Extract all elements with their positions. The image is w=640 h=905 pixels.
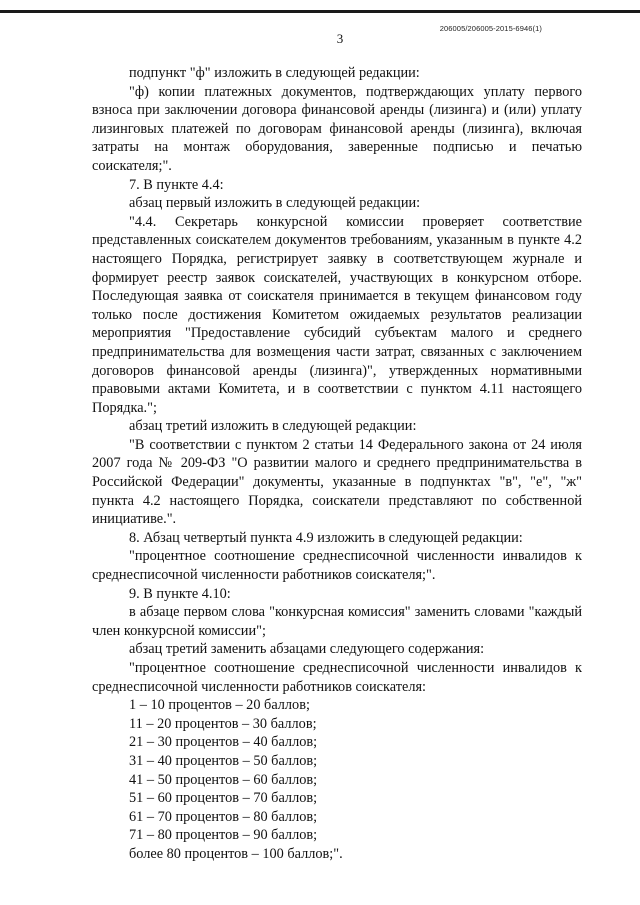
score-list-item: 41 – 50 процентов – 60 баллов; <box>129 771 318 788</box>
score-list-item: 1 – 10 процентов – 20 баллов; <box>129 697 310 714</box>
score-list-item: 71 – 80 процентов – 90 баллов; <box>129 827 318 844</box>
paragraph: 7. В пункте 4.4: <box>129 176 224 193</box>
document-body <box>92 64 582 864</box>
page-number: 3 <box>336 31 344 46</box>
top-edge-line <box>0 10 640 13</box>
paragraph: абзац третий заменить абзацами следующего содержания: <box>129 641 485 658</box>
paragraph: абзац первый изложить в следующей редакции: <box>129 195 421 212</box>
paragraph: в абзаце первом слова "конкурсная комиссия" заменить словами "каждый член конкурсной комиссии"; <box>92 604 582 639</box>
paragraph: "4.4. Секретарь конкурсной комиссии проверяет соответствие представленных соискателем документов требованиям, указанным в пункте 4.2 настоящего Порядка, регистрирует заявку в соответствующем журнале и формирует реестр заявок соискателей, участвующих в конкурсном отборе. Последующая заявка от соискателя принимается в текущем финансовом году только после достижения Комитетом ожидаемых результатов реализации мероприятия "Предоставление субсидий субъектам малого и среднего предпринимательства для возмещения части затрат, связанных с заключением договоров финансовой аренды (лизинга)", утвержденных нормативными правовыми актами Комитета, и в соответствии с пунктом 4.11 настоящего Порядка."; <box>92 213 582 416</box>
document-id: 206005/206005-2015-6946(1) <box>439 24 542 33</box>
score-list-item: 31 – 40 процентов – 50 баллов; <box>129 752 318 769</box>
score-list <box>92 696 582 863</box>
score-list-item: более 80 процентов – 100 баллов;". <box>129 845 343 862</box>
score-list-item: 21 – 30 процентов – 40 баллов; <box>129 734 318 751</box>
paragraph: "процентное соотношение среднесписочной численности инвалидов к среднесписочной численности работников соискателя: <box>92 660 582 695</box>
score-list-item: 61 – 70 процентов – 80 баллов; <box>129 808 318 825</box>
score-list-item: 11 – 20 процентов – 30 баллов; <box>129 715 317 732</box>
score-list-item: 51 – 60 процентов – 70 баллов; <box>129 790 318 807</box>
paragraph: 8. Абзац четвертый пункта 4.9 изложить в следующей редакции: <box>129 529 523 546</box>
paragraphs <box>92 64 582 696</box>
paragraph: подпункт "ф" изложить в следующей редакции: <box>129 65 420 81</box>
paragraph: "процентное соотношение среднесписочной численности инвалидов к среднесписочной численности работников соискателя;". <box>92 548 582 584</box>
paragraph: "В соответствии с пунктом 2 статьи 14 Федерального закона от 24 июля 2007 года № 209-ФЗ "О развитии малого и среднего предпринимательства в Российской Федерации" документы, указанные в подпунктах "в", "е", "ж" пункта 4.2 настоящего Порядка, соискатели представляют по собственной инициативе.". <box>92 436 582 528</box>
paragraph: абзац третий изложить в следующей редакции: <box>129 418 417 435</box>
paragraph: 9. В пункте 4.10: <box>129 585 231 602</box>
paragraph: "ф) копии платежных документов, подтверждающих уплату первого взноса при заключении договора финансовой аренды (лизинга) и (или) уплату лизинговых платежей по договорам финансовой аренды (лизинга), включая затраты на монтаж оборудования, заверенные подписью и печатью соискателя;". <box>92 83 582 174</box>
